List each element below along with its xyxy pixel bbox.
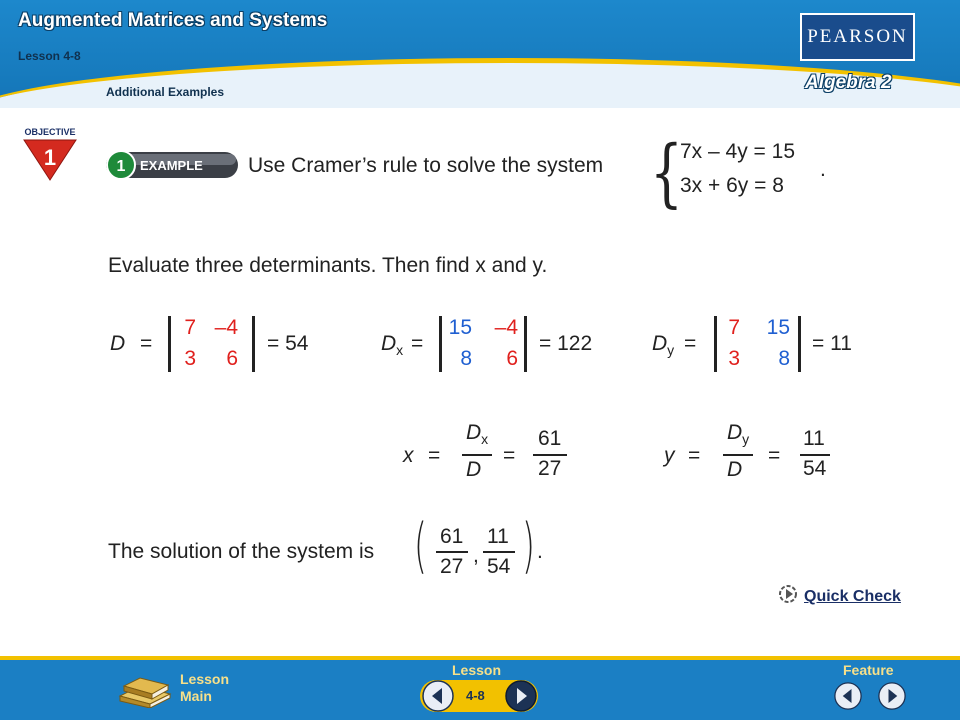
y-value-num: 11 [803, 427, 825, 450]
dx-cell-a: 15 [448, 316, 472, 339]
x-value-num: 61 [538, 427, 562, 450]
system-brace: { [650, 130, 683, 216]
conclusion-text: The solution of the system is [108, 540, 375, 563]
objective-number: 1 [43, 145, 57, 170]
y-frac-num-sub: y [742, 431, 750, 448]
dy-left-bar [714, 316, 717, 372]
answer-x-num: 61 [440, 525, 464, 548]
dy-equals: = [684, 332, 697, 355]
answer-x-line [436, 551, 468, 553]
answer-left-paren: ( [414, 511, 427, 581]
dy-cell-b: 15 [766, 316, 790, 339]
dy-cell-a: 7 [728, 316, 740, 339]
dx-label [381, 332, 403, 358]
x-value-den: 27 [538, 457, 562, 480]
answer-right-paren: ) [522, 511, 535, 581]
objective-icon [18, 124, 82, 182]
quick-check-icon[interactable] [778, 584, 798, 604]
x-var: x [403, 444, 414, 467]
prompt-period: . [820, 158, 826, 181]
pearson-logo: PEARSON [800, 13, 915, 61]
y-equals-1: = [688, 444, 701, 467]
lesson-number: 4-8 [466, 688, 485, 703]
d-cell-b: –4 [214, 316, 238, 339]
dx-subscript: x [396, 342, 404, 359]
y-frac-num [727, 421, 749, 447]
d-equals: = [140, 332, 153, 355]
dx-letter: D [381, 332, 397, 355]
dy-subscript: y [667, 342, 675, 359]
quick-check-link[interactable]: Quick Check [804, 588, 901, 605]
d-result: = 54 [267, 332, 309, 355]
lesson-main-line1: Lesson [180, 671, 230, 687]
d-label: D [110, 332, 126, 355]
dx-result: = 122 [539, 332, 593, 355]
course-label: Algebra 2 [805, 72, 892, 93]
dx-left-bar [439, 316, 442, 372]
y-frac-line [723, 454, 753, 456]
feature-prev-button[interactable] [834, 682, 862, 710]
x-equals-1: = [428, 444, 441, 467]
system-equation-2: 3x + 6y = 8 [680, 174, 784, 197]
dx-cell-c: 8 [460, 347, 472, 370]
objective-label: OBJECTIVE [24, 127, 76, 137]
section-label: Additional Examples [106, 85, 225, 99]
lesson-number-label: Lesson 4-8 [18, 49, 81, 63]
d-left-bar [168, 316, 171, 372]
x-frac-num [466, 421, 488, 447]
dy-cell-d: 8 [778, 347, 790, 370]
answer-x-den: 27 [440, 555, 464, 578]
dy-cell-c: 3 [728, 347, 740, 370]
books-icon[interactable] [116, 668, 172, 708]
system-equation-1: 7x – 4y = 15 [680, 140, 795, 163]
dy-right-bar [798, 316, 801, 372]
footer-lesson-label: Lesson [452, 662, 502, 678]
y-value-line [800, 454, 830, 456]
dy-label [652, 332, 674, 358]
feature-next-button[interactable] [878, 682, 906, 710]
x-value-line [533, 454, 567, 456]
dx-right-bar [524, 316, 527, 372]
page-title: Augmented Matrices and Systems [18, 10, 328, 31]
d-cell-a: 7 [184, 316, 196, 339]
y-equals-2: = [768, 444, 781, 467]
x-frac-den: D [466, 458, 482, 481]
x-frac-line [462, 454, 492, 456]
answer-y-den: 54 [487, 555, 511, 578]
y-value-den: 54 [803, 457, 827, 480]
dx-cell-d: 6 [506, 347, 518, 370]
instruction-text: Evaluate three determinants. Then find x and y. [108, 254, 548, 277]
lesson-main-link[interactable] [180, 671, 229, 705]
dy-letter: D [652, 332, 668, 355]
lesson-next-button[interactable] [505, 680, 537, 712]
footer-accent-line [0, 656, 960, 660]
example-prompt: Use Cramer’s rule to solve the system [248, 154, 604, 177]
example-label: EXAMPLE [140, 158, 203, 173]
example-badge [104, 148, 240, 182]
lesson-prev-button[interactable] [422, 680, 454, 712]
y-frac-num-letter: D [727, 421, 743, 444]
dx-cell-b: –4 [494, 316, 518, 339]
dx-equals: = [411, 332, 424, 355]
x-frac-num-letter: D [466, 421, 482, 444]
answer-y-line [483, 551, 515, 553]
x-equals-2: = [503, 444, 516, 467]
answer-y-num: 11 [487, 525, 509, 548]
d-right-bar [252, 316, 255, 372]
y-var: y [664, 444, 675, 467]
d-cell-c: 3 [184, 347, 196, 370]
footer-feature-label: Feature [843, 662, 894, 678]
answer-comma: , [473, 544, 479, 567]
y-frac-den: D [727, 458, 743, 481]
answer-period: . [537, 540, 543, 563]
dy-result: = 11 [812, 332, 852, 355]
lesson-main-line2: Main [180, 688, 212, 704]
d-cell-d: 6 [226, 347, 238, 370]
example-number: 1 [116, 158, 126, 175]
x-frac-num-sub: x [481, 431, 489, 448]
